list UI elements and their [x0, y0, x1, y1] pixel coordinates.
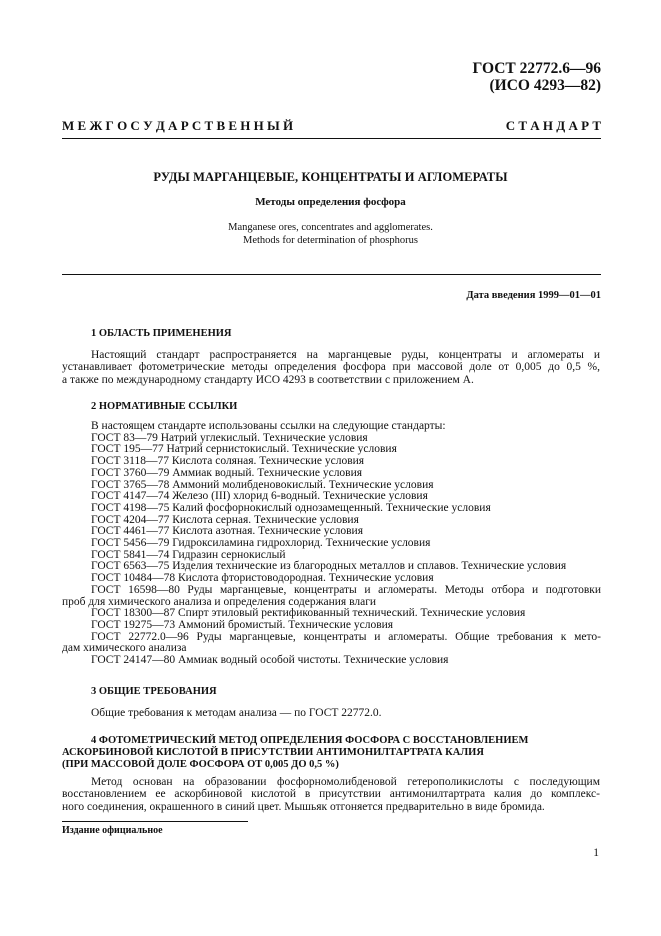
text-line: восстановлением ее аскорбиновой кислотой в присутствии антимонилтартрата калия до комплекс-	[62, 788, 600, 801]
section-3-heading: 3 ОБЩИЕ ТРЕБОВАНИЯ	[91, 686, 217, 697]
edition-rule	[62, 821, 248, 822]
references-intro: В настоящем стандарте использованы ссылки на следующие стандарты:	[91, 420, 446, 432]
banner-word-interstate: М Е Ж Г О С У Д А Р С Т В Е Н Н Ы Й	[62, 118, 294, 133]
interstate-standard-banner	[62, 118, 601, 134]
banner-rule	[62, 138, 601, 139]
banner-word-standard: С Т А Н Д А Р Т	[505, 118, 601, 133]
english-title	[0, 221, 661, 247]
heading-line: (ПРИ МАССОВОЙ ДОЛЕ ФОСФОРА ОТ 0,005 ДО 0,5 %)	[62, 759, 339, 770]
reference-item: ГОСТ 3760—79 Аммиак водный. Технические условия	[91, 466, 363, 479]
gost-designation	[472, 60, 601, 94]
reference-item: ГОСТ 6563—75 Изделия технические из благородных металлов и сплавов. Технические условия	[91, 560, 567, 573]
english-title-line-1: Manganese ores, concentrates and agglomerates.	[228, 222, 433, 233]
text-line: Настоящий стандарт распространяется на марганцевые руды, концентраты и агломераты и	[91, 349, 600, 361]
text-line: устанавливает фотометрические методы определения фосфора при массовой доле от 0,005 до 0,5 %,	[62, 361, 600, 374]
reference-item-continuation: проб для химического анализа и определения содержания влаги	[62, 595, 377, 608]
text-line: Общие требования к методам анализа — по ГОСТ 22772.0.	[91, 707, 382, 719]
reference-item: ГОСТ 10484—78 Кислота фтористоводородная. Технические условия	[91, 572, 434, 585]
reference-item: ГОСТ 4147—74 Железо (III) хлорид 6-водный. Технические условия	[91, 490, 428, 503]
section-4-text	[62, 776, 600, 813]
reference-item: ГОСТ 5456—79 Гидроксиламина гидрохлорид. Технические условия	[91, 537, 431, 550]
reference-item: ГОСТ 22772.0—96 Руды марганцевые, концентраты и агломераты. Общие требования к мето-	[91, 630, 601, 643]
reference-item: ГОСТ 16598—80 Руды марганцевые, концентраты и агломераты. Методы отбора и подготовки	[91, 583, 601, 596]
reference-item: ГОСТ 3765—78 Аммоний молибденовокислый. Технические условия	[91, 478, 434, 491]
iso-number: (ИСО 4293—82)	[489, 77, 601, 94]
document-title: РУДЫ МАРГАНЦЕВЫЕ, КОНЦЕНТРАТЫ И АГЛОМЕРАТЫ	[153, 170, 508, 184]
reference-item: ГОСТ 5841—74 Гидразин сернокислый	[91, 548, 286, 561]
text-line: а также по международному стандарту ИСО 4293 в соответствии с приложением А.	[62, 373, 474, 386]
reference-item: ГОСТ 4461—77 Кислота азотная. Технические условия	[91, 525, 363, 538]
reference-item: ГОСТ 18300—87 Спирт этиловый ректификованный технический. Технические условия	[91, 607, 526, 620]
text-line: Метод основан на образовании фосфорномолибденовой гетерополикислоты с последующим	[91, 776, 600, 788]
section-1-heading: 1 ОБЛАСТЬ ПРИМЕНЕНИЯ	[91, 328, 232, 339]
normative-references-list	[62, 420, 601, 667]
gost-number: ГОСТ 22772.6—96	[472, 60, 601, 77]
introduction-date: Дата введения 1999—01—01	[466, 290, 601, 301]
reference-item: ГОСТ 3118—77 Кислота соляная. Технические условия	[91, 455, 365, 468]
heading-line: 4 ФОТОМЕТРИЧЕСКИЙ МЕТОД ОПРЕДЕЛЕНИЯ ФОСФОРА С ВОССТАНОВЛЕНИЕМ	[91, 735, 529, 746]
reference-item: ГОСТ 83—79 Натрий углекислый. Технические условия	[91, 431, 368, 444]
english-title-line-2: Methods for determination of phosphorus	[243, 235, 418, 246]
text-line: ного соединения, окрашенного в синий цвет. Мышьяк отгоняется предварительно в виде бромида.	[62, 800, 545, 813]
reference-item: ГОСТ 4198—75 Калий фосфорнокислый однозамещенный. Технические условия	[91, 501, 491, 514]
title-rule	[62, 274, 601, 275]
section-4-heading	[62, 735, 600, 771]
page-number: 1	[593, 847, 599, 859]
official-edition-note: Издание официальное	[62, 825, 163, 836]
reference-item: ГОСТ 19275—73 Аммоний бромистый. Технические условия	[91, 618, 394, 631]
section-2-heading: 2 НОРМАТИВНЫЕ ССЫЛКИ	[91, 401, 238, 412]
heading-line: АСКОРБИНОВОЙ КИСЛОТОЙ В ПРИСУТСТВИИ АНТИМОНИЛТАРТРАТА КАЛИЯ	[62, 747, 484, 758]
reference-item: ГОСТ 24147—80 Аммиак водный особой чистоты. Технические условия	[91, 654, 449, 667]
document-subtitle: Методы определения фосфора	[255, 196, 406, 208]
section-3-text	[62, 707, 600, 719]
reference-item: ГОСТ 4204—77 Кислота серная. Технические условия	[91, 513, 359, 526]
section-1-text	[62, 349, 600, 386]
reference-item: ГОСТ 195—77 Натрий сернистокислый. Технические условия	[91, 443, 397, 456]
reference-item-continuation: дам химического анализа	[62, 642, 187, 655]
